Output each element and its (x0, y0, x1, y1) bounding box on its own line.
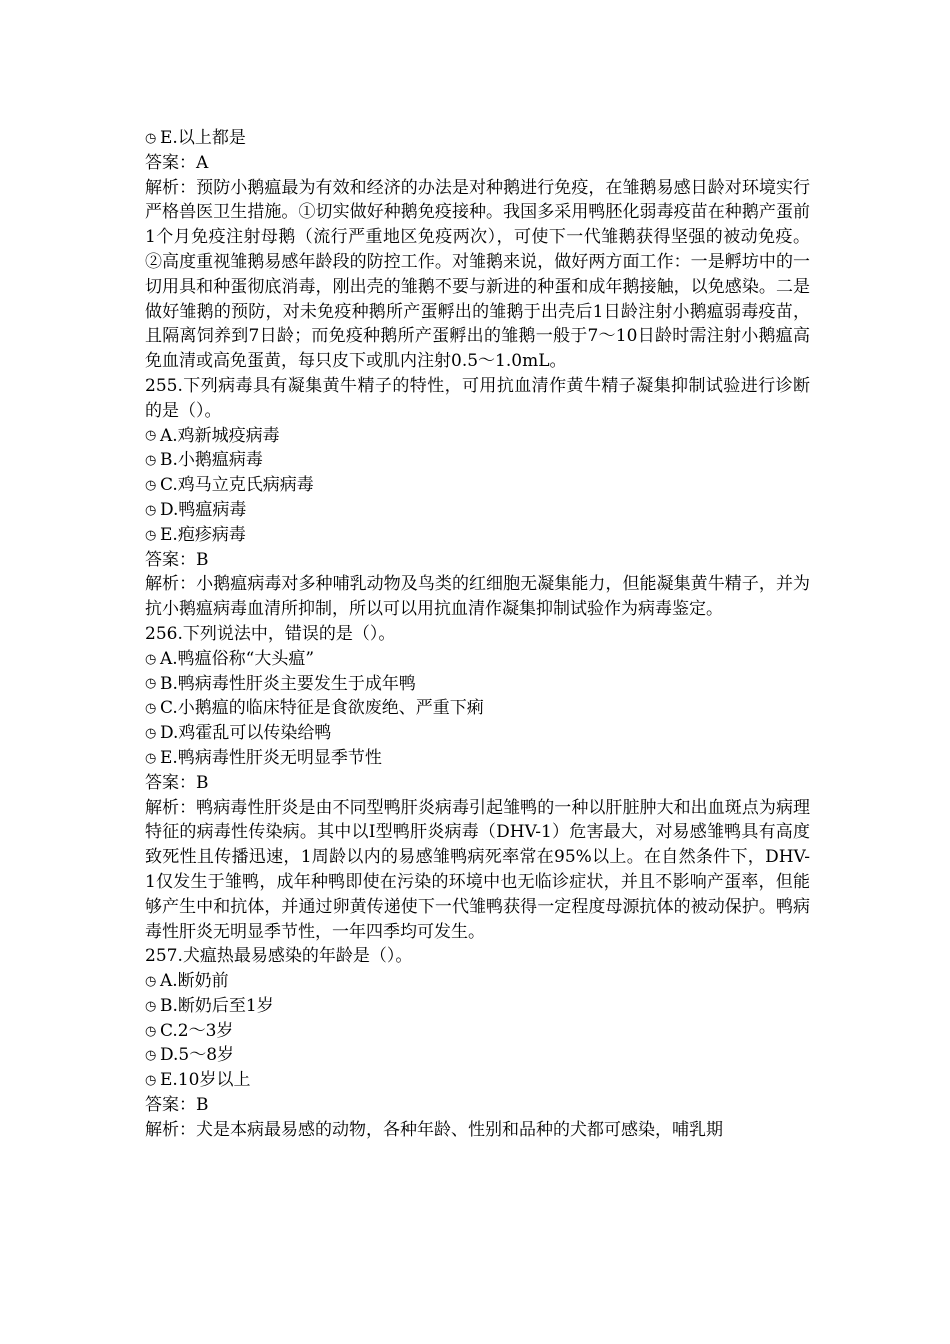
option-label: C.小鹅瘟的临床特征是食欲废绝、严重下痢 (160, 698, 484, 719)
analysis: 解析：小鹅瘟病毒对多种哺乳动物及鸟类的红细胞无凝集能力，但能凝集黄牛精子，并为抗小鹅瘟病毒血清所抑制，所以可以用抗血清作凝集抑制试验作为病毒鉴定。 (145, 574, 810, 620)
question-256: 256.下列说法中，错误的是（）。 (145, 623, 396, 644)
option-b[interactable] (145, 672, 810, 697)
option-c[interactable] (145, 1019, 810, 1044)
option-label: C.鸡马立克氏病病毒 (160, 475, 314, 496)
option-label: D.5～8岁 (160, 1045, 235, 1066)
radio-option-icon: ◷ (145, 453, 157, 469)
radio-option-icon: ◷ (145, 676, 157, 692)
option-label: C.2～3岁 (160, 1020, 234, 1041)
radio-option-icon: ◷ (145, 130, 157, 146)
radio-option-icon: ◷ (145, 701, 157, 717)
option-a[interactable] (145, 424, 810, 449)
answer: 答案：A (145, 152, 209, 173)
radio-option-icon: ◷ (145, 478, 157, 494)
option-b[interactable] (145, 448, 810, 473)
option-a[interactable] (145, 647, 810, 672)
option-a[interactable] (145, 969, 810, 994)
option-label: E.以上都是 (160, 128, 246, 148)
option-label: B.断奶后至1岁 (160, 995, 274, 1016)
option-d[interactable] (145, 498, 810, 523)
radio-option-icon: ◷ (145, 1073, 157, 1089)
option-c[interactable] (145, 696, 810, 721)
option-label: D.鸭瘟病毒 (160, 499, 247, 520)
option-label: B.小鹅瘟病毒 (160, 450, 263, 471)
radio-option-icon: ◷ (145, 1023, 157, 1039)
option-label: B.鸭病毒性肝炎主要发生于成年鸭 (160, 673, 416, 694)
option-e[interactable] (145, 1068, 810, 1093)
radio-option-icon: ◷ (145, 750, 157, 766)
option-label: A.鸭瘟俗称“大头瘟” (160, 648, 315, 669)
option-b[interactable] (145, 994, 810, 1019)
radio-option-icon: ◷ (145, 428, 157, 444)
option-label: A.断奶前 (160, 971, 229, 992)
document-page (145, 126, 810, 1143)
analysis: 解析：鸭病毒性肝炎是由不同型鸭肝炎病毒引起雏鸭的一种以肝脏肿大和出血斑点为病理特征的病毒性传染病。其中以Ⅰ型鸭肝炎病毒（DHV-1）危害最大，对易感雏鸭具有高度致死性且传播迅速，1周龄以内的易感雏鸭病死率常在95%以上。在自然条件下，DHV-1仅发生于雏鸭，成年种鸭即使在污染的环境中也无临诊症状，并且不影响产蛋率，但能够产生中和抗体，并通过卵黄传递使下一代雏鸭获得一定程度母源抗体的被动保护。鸭病毒性肝炎无明显季节性，一年四季均可发生。 (145, 797, 810, 942)
radio-option-icon: ◷ (145, 726, 157, 742)
option-d[interactable] (145, 721, 810, 746)
option-e[interactable] (145, 126, 810, 151)
radio-option-icon: ◷ (145, 973, 157, 989)
option-label: D.鸡霍乱可以传染给鸭 (160, 723, 332, 744)
option-label: E.鸭病毒性肝炎无明显季节性 (160, 747, 382, 768)
radio-option-icon: ◷ (145, 651, 157, 667)
question-257: 257.犬瘟热最易感染的年龄是（）。 (145, 946, 413, 967)
option-d[interactable] (145, 1043, 810, 1068)
analysis: 解析：犬是本病最易感的动物，各种年龄、性别和品种的犬都可感染，哺乳期 (145, 1119, 723, 1140)
radio-option-icon: ◷ (145, 998, 157, 1014)
option-e[interactable] (145, 523, 810, 548)
option-e[interactable] (145, 746, 810, 771)
option-label: E.10岁以上 (160, 1070, 251, 1091)
question-255: 255.下列病毒具有凝集黄牛精子的特性，可用抗血清作黄牛精子凝集抑制试验进行诊断的是（）。 (145, 375, 810, 421)
radio-option-icon: ◷ (145, 1048, 157, 1064)
answer: 答案：B (145, 1095, 209, 1116)
radio-option-icon: ◷ (145, 502, 157, 518)
option-c[interactable] (145, 473, 810, 498)
answer: 答案：B (145, 772, 209, 793)
analysis: 解析：预防小鹅瘟最为有效和经济的办法是对种鹅进行免疫，在雏鹅易感日龄对环境实行严格兽医卫生措施。①切实做好种鹅免疫接种。我国多采用鸭胚化弱毒疫苗在种鹅产蛋前1个月免疫注射母鹅（流行严重地区免疫两次），可使下一代雏鹅获得坚强的被动免疫。②高度重视雏鹅易感年龄段的防控工作。对雏鹅来说，做好两方面工作：一是孵坊中的一切用具和种蛋彻底消毒，刚出壳的雏鹅不要与新进的种蛋和成年鹅接触，以免感染。二是做好雏鹅的预防，对未免疫种鹅所产蛋孵出的雏鹅于出壳后1日龄注射小鹅瘟弱毒疫苗，且隔离饲养到7日龄；而免疫种鹅所产蛋孵出的雏鹅一般于7～10日龄时需注射小鹅瘟高免血清或高免蛋黄，每只皮下或肌内注射0.5～1.0mL。 (145, 177, 810, 372)
answer: 答案：B (145, 549, 209, 570)
option-label: A.鸡新城疫病毒 (160, 425, 280, 446)
radio-option-icon: ◷ (145, 527, 157, 543)
option-label: E.疱疹病毒 (160, 524, 246, 545)
